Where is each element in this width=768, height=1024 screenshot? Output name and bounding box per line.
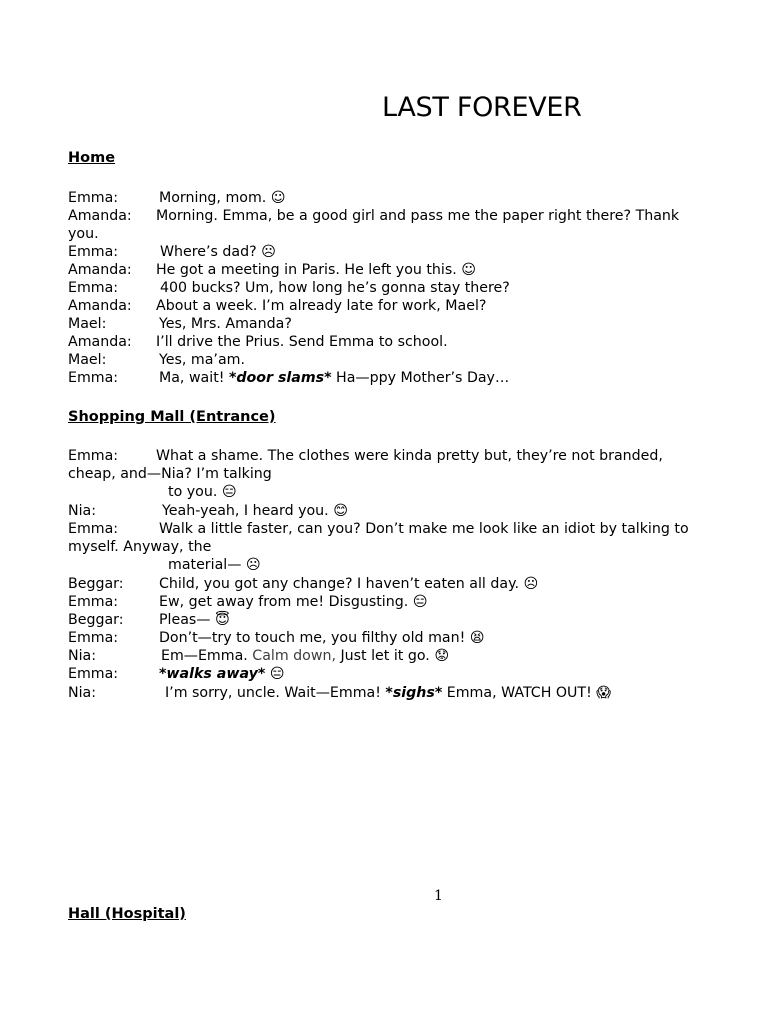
speaker: Amanda: xyxy=(68,334,132,350)
dialogue-text xyxy=(165,684,611,702)
speaker: Emma: xyxy=(68,370,119,386)
dialogue-text: Where’s dad? ☹ xyxy=(160,244,276,260)
speaker: Amanda: xyxy=(68,208,132,224)
dialogue-continuation: cheap, and—Nia? I’m talking xyxy=(68,466,272,482)
speaker: Nia: xyxy=(68,503,97,519)
speaker: Beggar: xyxy=(68,612,124,628)
speaker: Mael: xyxy=(68,316,107,332)
dialogue-text-pre: I’m sorry, uncle. Wait—Emma! xyxy=(165,685,386,701)
stage-direction: *door slams* xyxy=(228,370,332,386)
speaker: Emma: xyxy=(68,448,119,464)
speaker: Emma: xyxy=(68,190,119,206)
dialogue-text-post: Emma, WATCH OUT! 😱 xyxy=(442,685,612,701)
dialogue-text: Morning. Emma, be a good girl and pass me the paper right there? Thank xyxy=(156,208,680,224)
dialogue-text: Yeah-yeah, I heard you. 😊 xyxy=(162,503,348,519)
speaker: Emma: xyxy=(68,521,119,537)
dialogue-text: I’ll drive the Prius. Send Emma to school. xyxy=(156,334,448,350)
stage-direction: *sighs* xyxy=(385,685,443,701)
dialogue-continuation: to you. 😑 xyxy=(168,484,237,500)
dialogue-text-pre: Em—Emma. xyxy=(161,648,253,664)
dialogue-text-post: Ha—ppy Mother’s Day… xyxy=(331,370,510,386)
dialogue-text: 400 bucks? Um, how long he’s gonna stay there? xyxy=(160,280,510,296)
speaker: Nia: xyxy=(68,648,97,664)
dialogue-text xyxy=(159,369,509,387)
speaker: Emma: xyxy=(68,666,119,682)
speaker: Emma: xyxy=(68,630,119,646)
dialogue-text xyxy=(161,647,449,665)
dialogue-text-grey: Calm down, xyxy=(252,648,336,664)
speaker: Emma: xyxy=(68,280,119,296)
speaker: Emma: xyxy=(68,594,119,610)
document-title: LAST FOREVER xyxy=(382,92,582,123)
dialogue-text xyxy=(159,665,285,683)
dialogue-text: What a shame. The clothes were kinda pretty but, they’re not branded, xyxy=(156,448,663,464)
dialogue-text: Ew, get away from me! Disgusting. 😑 xyxy=(159,594,428,610)
dialogue-continuation: material— ☹ xyxy=(168,557,261,573)
dialogue-text: Yes, Mrs. Amanda? xyxy=(159,316,292,332)
speaker: Beggar: xyxy=(68,576,124,592)
section-heading-hospital: Hall (Hospital) xyxy=(68,906,186,922)
dialogue-text: About a week. I’m already late for work, Mael? xyxy=(156,298,487,314)
dialogue-continuation: you. xyxy=(68,226,99,242)
speaker: Nia: xyxy=(68,685,97,701)
dialogue-text: Walk a little faster, can you? Don’t make me look like an idiot by talking to xyxy=(159,521,689,537)
dialogue-text-pre: Ma, wait! xyxy=(159,370,229,386)
dialogue-text: Don’t—try to touch me, you filthy old man! 😫 xyxy=(159,630,485,646)
section-heading-home: Home xyxy=(68,150,116,166)
section-heading-mall: Shopping Mall (Entrance) xyxy=(68,409,276,425)
speaker: Emma: xyxy=(68,244,119,260)
dialogue-text-post: Just let it go. 😟 xyxy=(335,648,450,664)
speaker: Amanda: xyxy=(68,262,132,278)
speaker: Amanda: xyxy=(68,298,132,314)
dialogue-text: Yes, ma’am. xyxy=(159,352,245,368)
dialogue-text: Child, you got any change? I haven’t eaten all day. ☹ xyxy=(159,576,539,592)
dialogue-text: He got a meeting in Paris. He left you this. ☺ xyxy=(156,262,477,278)
dialogue-text: Pleas— 😇 xyxy=(159,612,230,628)
dialogue-continuation: myself. Anyway, the xyxy=(68,539,212,555)
speaker: Mael: xyxy=(68,352,107,368)
stage-direction: *walks away* xyxy=(159,666,266,682)
page-number: 1 xyxy=(434,888,443,904)
dialogue-text-post: 😑 xyxy=(265,666,285,682)
dialogue-text: Morning, mom. ☺ xyxy=(159,190,286,206)
